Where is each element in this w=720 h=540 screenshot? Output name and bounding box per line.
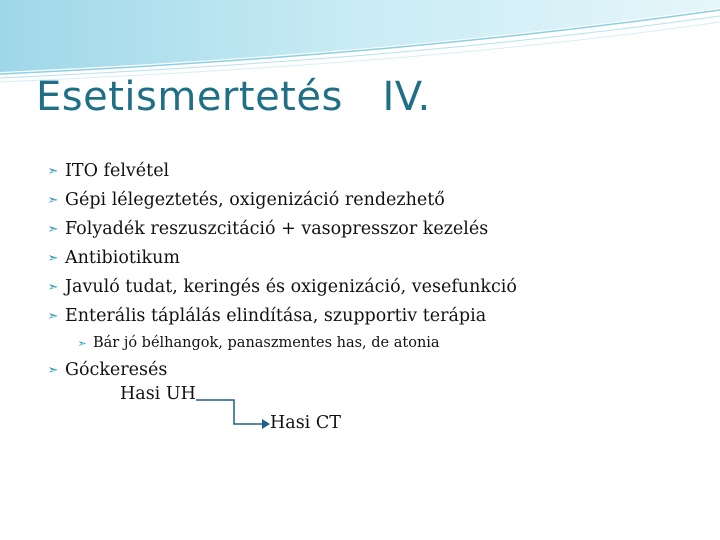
bullet-list: [44, 157, 517, 385]
swoosh-bullet-icon: ➣: [47, 363, 59, 378]
list-item: ➣ Antibiotikum: [44, 244, 517, 273]
swoosh-bullet-icon: ➣: [47, 164, 59, 179]
swoosh-bullet-icon: ➣: [47, 193, 59, 208]
list-item: ➣ Góckeresés: [44, 356, 517, 385]
list-item: ➣ Gépi lélegeztetés, oxigenizáció rendezhető: [44, 186, 517, 215]
step-hasi-uh: Hasi UH: [120, 384, 196, 404]
swoosh-bullet-icon: ➣: [47, 222, 59, 237]
list-item: ➣ Folyadék reszuszcitáció + vasopresszor kezelés: [44, 215, 517, 244]
sub-list-item: ➣ Bár jó bélhangok, panaszmentes has, de atonia: [44, 331, 517, 356]
list-item: ➣ Javuló tudat, keringés és oxigenizáció, vesefunkció: [44, 273, 517, 302]
list-item: ➣ ITO felvétel: [44, 157, 517, 186]
swoosh-bullet-icon: ➣: [47, 280, 59, 295]
page-title: Esetismertetés IV.: [36, 74, 431, 120]
list-item: ➣ Enterális táplálás elindítása, szupportiv terápia: [44, 302, 517, 331]
swoosh-bullet-icon: ➣: [77, 337, 87, 350]
swoosh-bullet-icon: ➣: [47, 251, 59, 266]
step-hasi-ct: Hasi CT: [270, 413, 341, 433]
arrow-icon: [192, 396, 272, 432]
swoosh-bullet-icon: ➣: [47, 309, 59, 324]
